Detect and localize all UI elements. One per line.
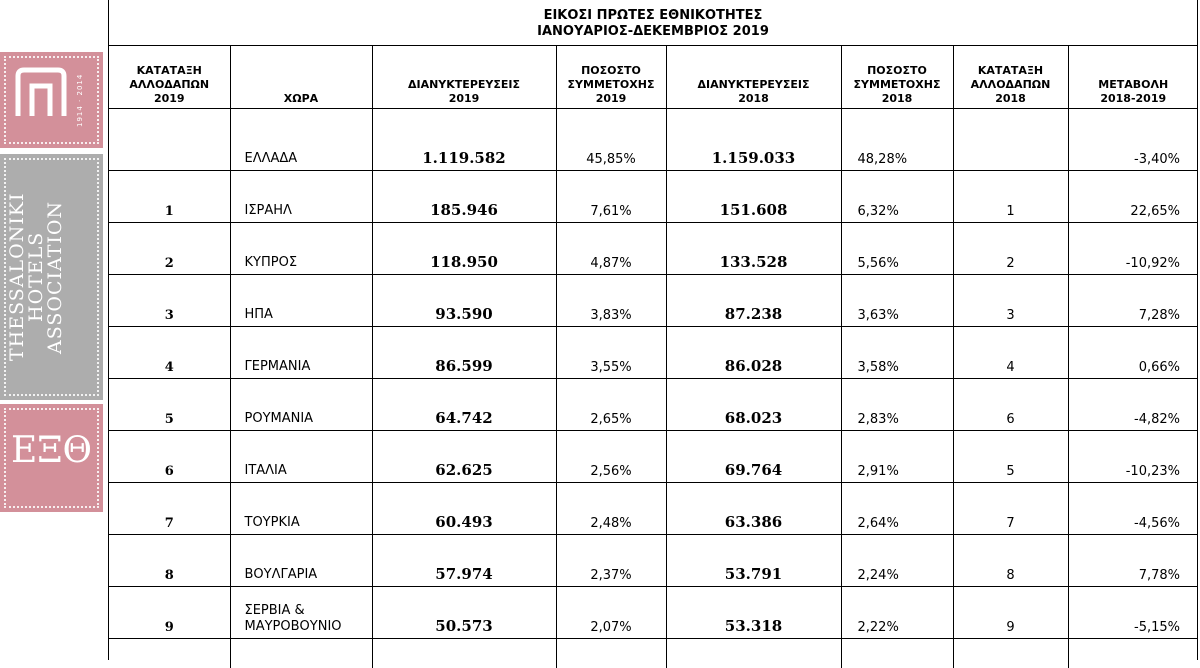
header-rank-2018: ΚΑΤΑΤΑΞΗ ΑΛΛΟΔΑΠΩΝ 2018 [953,46,1068,108]
cell-rank-2019: 2 [109,222,230,274]
cell-change: -10,23% [1068,430,1198,482]
cell-share-2019: 2,56% [556,430,666,482]
cell-change: 7,28% [1068,274,1198,326]
cell-share-2018: 2,64% [841,482,953,534]
tha-monogram-icon [14,66,68,122]
cell-nights-2018: 63.386 [666,482,841,534]
cell-change: -3,40% [1068,108,1198,170]
cell-share-2019: 2,65% [556,378,666,430]
logo-name-line: ASSOCIATION [44,200,66,354]
cell-rank-2019: 1 [109,170,230,222]
header-rank-2019: ΚΑΤΑΤΑΞΗ ΑΛΛΟΔΑΠΩΝ 2019 [109,46,230,108]
cell-nights-2018: 53.318 [666,586,841,638]
cell-nights-2019: 60.493 [372,482,556,534]
cell-change: -4,82% [1068,378,1198,430]
cell-share-2019: 3,55% [556,326,666,378]
table-body [109,108,1198,668]
logo-name-line: HOTELS [25,231,47,323]
cell-share-2018: 48,28% [841,108,953,170]
cell-share-2018: 2,22% [841,586,953,638]
table-row [109,378,1198,430]
cell-rank-2018 [953,108,1068,170]
cell-change: -5,15% [1068,586,1198,638]
cell-country: ΤΟΥΡΚΙΑ [230,482,372,534]
cell-change: 22,65% [1068,170,1198,222]
logo-name-block [0,154,103,400]
table-row [109,222,1198,274]
cell-change: 0,66% [1068,326,1198,378]
cell-rank-2018: 9 [953,586,1068,638]
empty-cell [556,638,666,668]
table-row [109,326,1198,378]
cell-rank-2018: 7 [953,482,1068,534]
empty-cell [109,638,230,668]
cell-rank-2019: 8 [109,534,230,586]
header-country: ΧΩΡΑ [230,46,372,108]
cell-nights-2018: 69.764 [666,430,841,482]
cell-country: ΙΣΡΑΗΛ [230,170,372,222]
empty-cell [841,638,953,668]
cell-nights-2019: 1.119.582 [372,108,556,170]
cell-rank-2019: 7 [109,482,230,534]
cell-nights-2019: 50.573 [372,586,556,638]
cell-share-2018: 3,58% [841,326,953,378]
title-line-1: ΕΙΚΟΣΙ ΠΡΩΤΕΣ ΕΘΝΙΚΟΤΗΤΕΣ [543,8,763,23]
logo-initials: ΕΞΘ [10,430,93,471]
nationalities-table [109,46,1198,668]
table-row [109,586,1198,638]
cell-rank-2018: 1 [953,170,1068,222]
cell-country: ΒΟΥΛΓΑΡΙΑ [230,534,372,586]
cell-rank-2018: 6 [953,378,1068,430]
cell-nights-2018: 1.159.033 [666,108,841,170]
logo-name-line: THESSALONIKI [6,192,28,362]
table-row [109,274,1198,326]
logo-name [8,164,96,390]
table-row [109,482,1198,534]
table-row [109,534,1198,586]
cell-share-2019: 7,61% [556,170,666,222]
title-line-2: ΙΑΝΟΥΑΡΙΟΣ-ΔΕΚΕΜΒΡΙΟΣ 2019 [537,24,769,39]
logo-years: 1914 · 2014 [76,73,84,127]
cell-country: ΕΛΛΑΔΑ [230,108,372,170]
cell-rank-2018: 8 [953,534,1068,586]
header-row [109,46,1198,108]
cell-nights-2019: 185.946 [372,170,556,222]
cell-share-2018: 2,24% [841,534,953,586]
cell-nights-2018: 133.528 [666,222,841,274]
cell-country: ΚΥΠΡΟΣ [230,222,372,274]
empty-cell [666,638,841,668]
empty-cell [953,638,1068,668]
cell-nights-2018: 151.608 [666,170,841,222]
cell-share-2019: 3,83% [556,274,666,326]
table-row [109,430,1198,482]
header-change: ΜΕΤΑΒΟΛΗ 2018-2019 [1068,46,1198,108]
logo-emblem [0,52,103,148]
cell-nights-2018: 87.238 [666,274,841,326]
cell-rank-2019: 4 [109,326,230,378]
cell-rank-2019: 9 [109,586,230,638]
header-share-2018: ΠΟΣΟΣΤΟ ΣΥΜΜΕΤΟΧΗΣ 2018 [841,46,953,108]
cell-nights-2019: 57.974 [372,534,556,586]
cell-rank-2019 [109,108,230,170]
table-row [109,170,1198,222]
cell-rank-2019: 3 [109,274,230,326]
cell-share-2019: 4,87% [556,222,666,274]
cell-share-2018: 2,91% [841,430,953,482]
cell-country: ΗΠΑ [230,274,372,326]
cell-change: 7,78% [1068,534,1198,586]
header-nights-2018: ΔΙΑΝΥΚΤΕΡΕΥΣΕΙΣ 2018 [666,46,841,108]
cell-share-2018: 2,83% [841,378,953,430]
cell-rank-2019: 5 [109,378,230,430]
cell-nights-2019: 86.599 [372,326,556,378]
header-nights-2019: ΔΙΑΝΥΚΤΕΡΕΥΣΕΙΣ 2019 [372,46,556,108]
cell-rank-2019: 6 [109,430,230,482]
cell-share-2018: 3,63% [841,274,953,326]
cell-share-2019: 45,85% [556,108,666,170]
cell-share-2018: 5,56% [841,222,953,274]
cell-nights-2019: 118.950 [372,222,556,274]
cell-share-2019: 2,48% [556,482,666,534]
cell-rank-2018: 3 [953,274,1068,326]
logo-initials-block [0,404,103,512]
cell-nights-2018: 68.023 [666,378,841,430]
cell-nights-2019: 64.742 [372,378,556,430]
cell-country: ΡΟΥΜΑΝΙΑ [230,378,372,430]
cell-country: ΙΤΑΛΙΑ [230,430,372,482]
table-frame [108,0,1198,660]
cell-share-2019: 2,07% [556,586,666,638]
cell-nights-2018: 53.791 [666,534,841,586]
cell-rank-2018: 2 [953,222,1068,274]
empty-cell [230,638,372,668]
cell-rank-2018: 4 [953,326,1068,378]
cell-nights-2019: 62.625 [372,430,556,482]
header-share-2019: ΠΟΣΟΣΤΟ ΣΥΜΜΕΤΟΧΗΣ 2019 [556,46,666,108]
cell-country: ΣΕΡΒΙΑ & ΜΑΥΡΟΒΟΥΝΙΟ [230,586,372,638]
table-row-partial [109,638,1198,668]
cell-country: ΓΕΡΜΑΝΙΑ [230,326,372,378]
table-row [109,108,1198,170]
table-title [109,8,1197,40]
cell-change: -10,92% [1068,222,1198,274]
cell-share-2019: 2,37% [556,534,666,586]
empty-cell [372,638,556,668]
cell-share-2018: 6,32% [841,170,953,222]
cell-rank-2018: 5 [953,430,1068,482]
cell-nights-2019: 93.590 [372,274,556,326]
cell-change: -4,56% [1068,482,1198,534]
empty-cell [1068,638,1198,668]
cell-nights-2018: 86.028 [666,326,841,378]
